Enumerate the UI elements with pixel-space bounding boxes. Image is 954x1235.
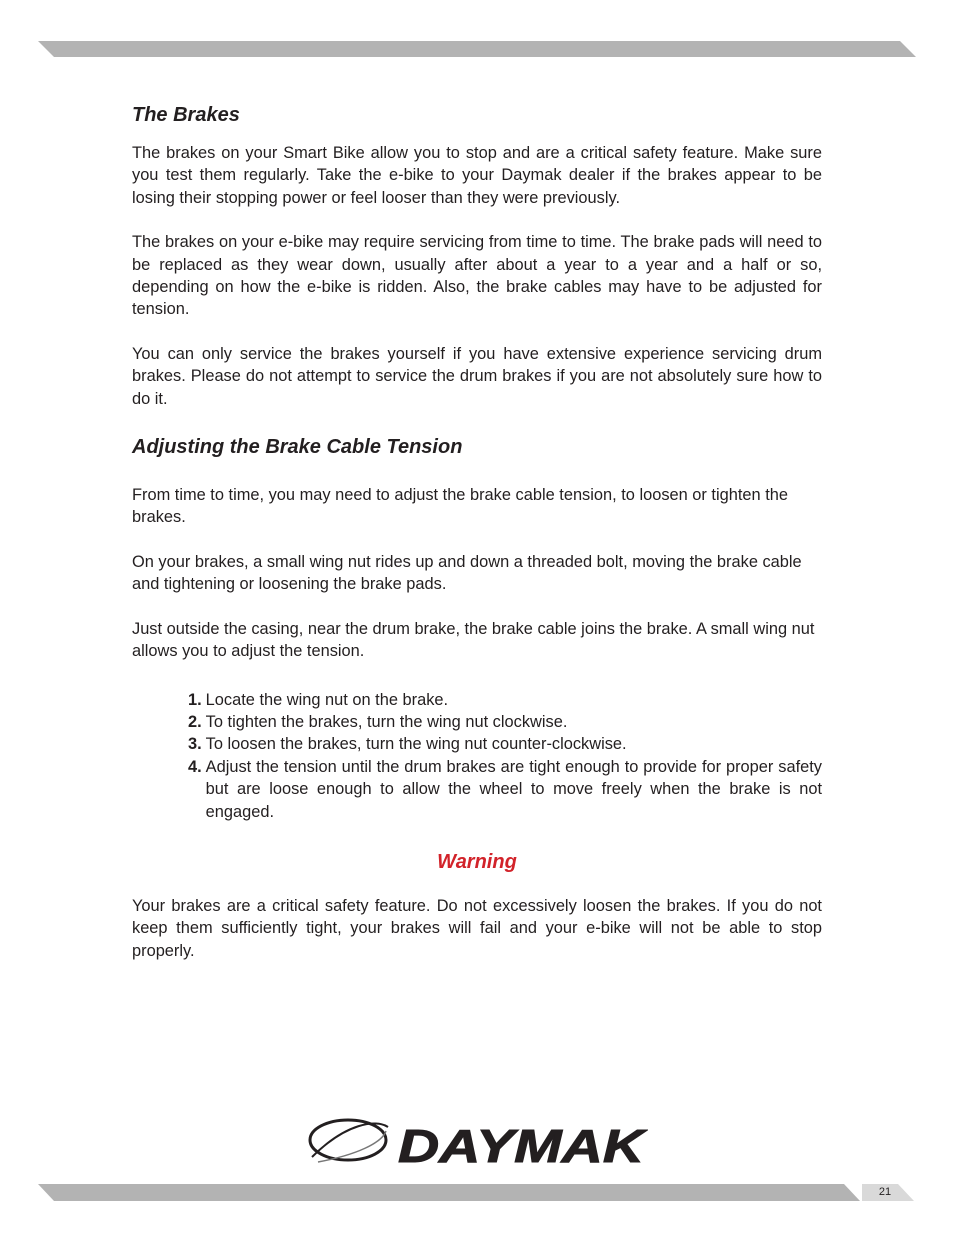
- section-heading-adjusting: Adjusting the Brake Cable Tension: [132, 436, 463, 459]
- step-text: Locate the wing nut on the brake.: [205, 690, 449, 709]
- step-text: To tighten the brakes, turn the wing nut clockwise.: [205, 712, 568, 731]
- paragraph: On your brakes, a small wing nut rides up and down a threaded bolt, moving the brake cable and tightening or loosening the brake pads.: [132, 552, 802, 594]
- paragraph: Just outside the casing, near the drum brake, the brake cable joins the brake. A small wing nut allows you to adjust the tension.: [132, 619, 815, 661]
- steps-list: [132, 689, 822, 823]
- daymak-logo: [306, 1113, 648, 1167]
- step-text: To loosen the brakes, turn the wing nut counter-clockwise.: [205, 735, 627, 754]
- list-item: [188, 689, 822, 711]
- logo-swoosh-icon: [310, 1120, 388, 1162]
- step-number: 3.: [188, 735, 202, 754]
- page-content: [132, 100, 822, 962]
- logo-wordmark: DAYMAK: [398, 1120, 648, 1167]
- paragraph: You can only service the brakes yourself if you have extensive experience servicing drum brakes. Please do not attempt to service the drum brakes if you are not absolutely sure how to do it.: [132, 344, 822, 408]
- list-item: [188, 733, 822, 755]
- list-item: [188, 711, 822, 733]
- page-number: 21: [878, 1186, 892, 1198]
- footer-bar: [38, 1184, 860, 1201]
- paragraph: The brakes on your Smart Bike allow you to stop and are a critical safety feature. Make sure you test them regularly. Take the e-bike to your Daymak dealer if the brakes appear to be losing their stopping power or feel looser than they were previously.: [132, 144, 822, 207]
- step-number: 4.: [188, 757, 202, 776]
- section-heading-brakes: The Brakes: [132, 104, 240, 126]
- paragraph: The brakes on your e-bike may require servicing from time to time. The brake pads will need to be replaced as they wear down, usually after about a year to a year and a half or so, depending on how the e-bike is ridden. Also, the brake cables may have to be adjusted for tension.: [132, 233, 822, 319]
- header-bar: [38, 41, 916, 57]
- list-item: [188, 756, 822, 823]
- step-text: Adjust the tension until the drum brakes are tight enough to provide for proper safety but are loose enough to allow the wheel to move freely when the brake is not engaged.: [205, 757, 822, 821]
- step-number: 1.: [188, 690, 202, 709]
- warning-text: Your brakes are a critical safety feature. Do not excessively loosen the brakes. If you do not keep them sufficiently tight, your brakes will fail and your e-bike will not be able to stop properly.: [132, 896, 822, 960]
- paragraph: From time to time, you may need to adjust the brake cable tension, to loosen or tighten the brakes.: [132, 486, 788, 527]
- step-number: 2.: [188, 712, 202, 731]
- warning-title: Warning: [437, 850, 517, 873]
